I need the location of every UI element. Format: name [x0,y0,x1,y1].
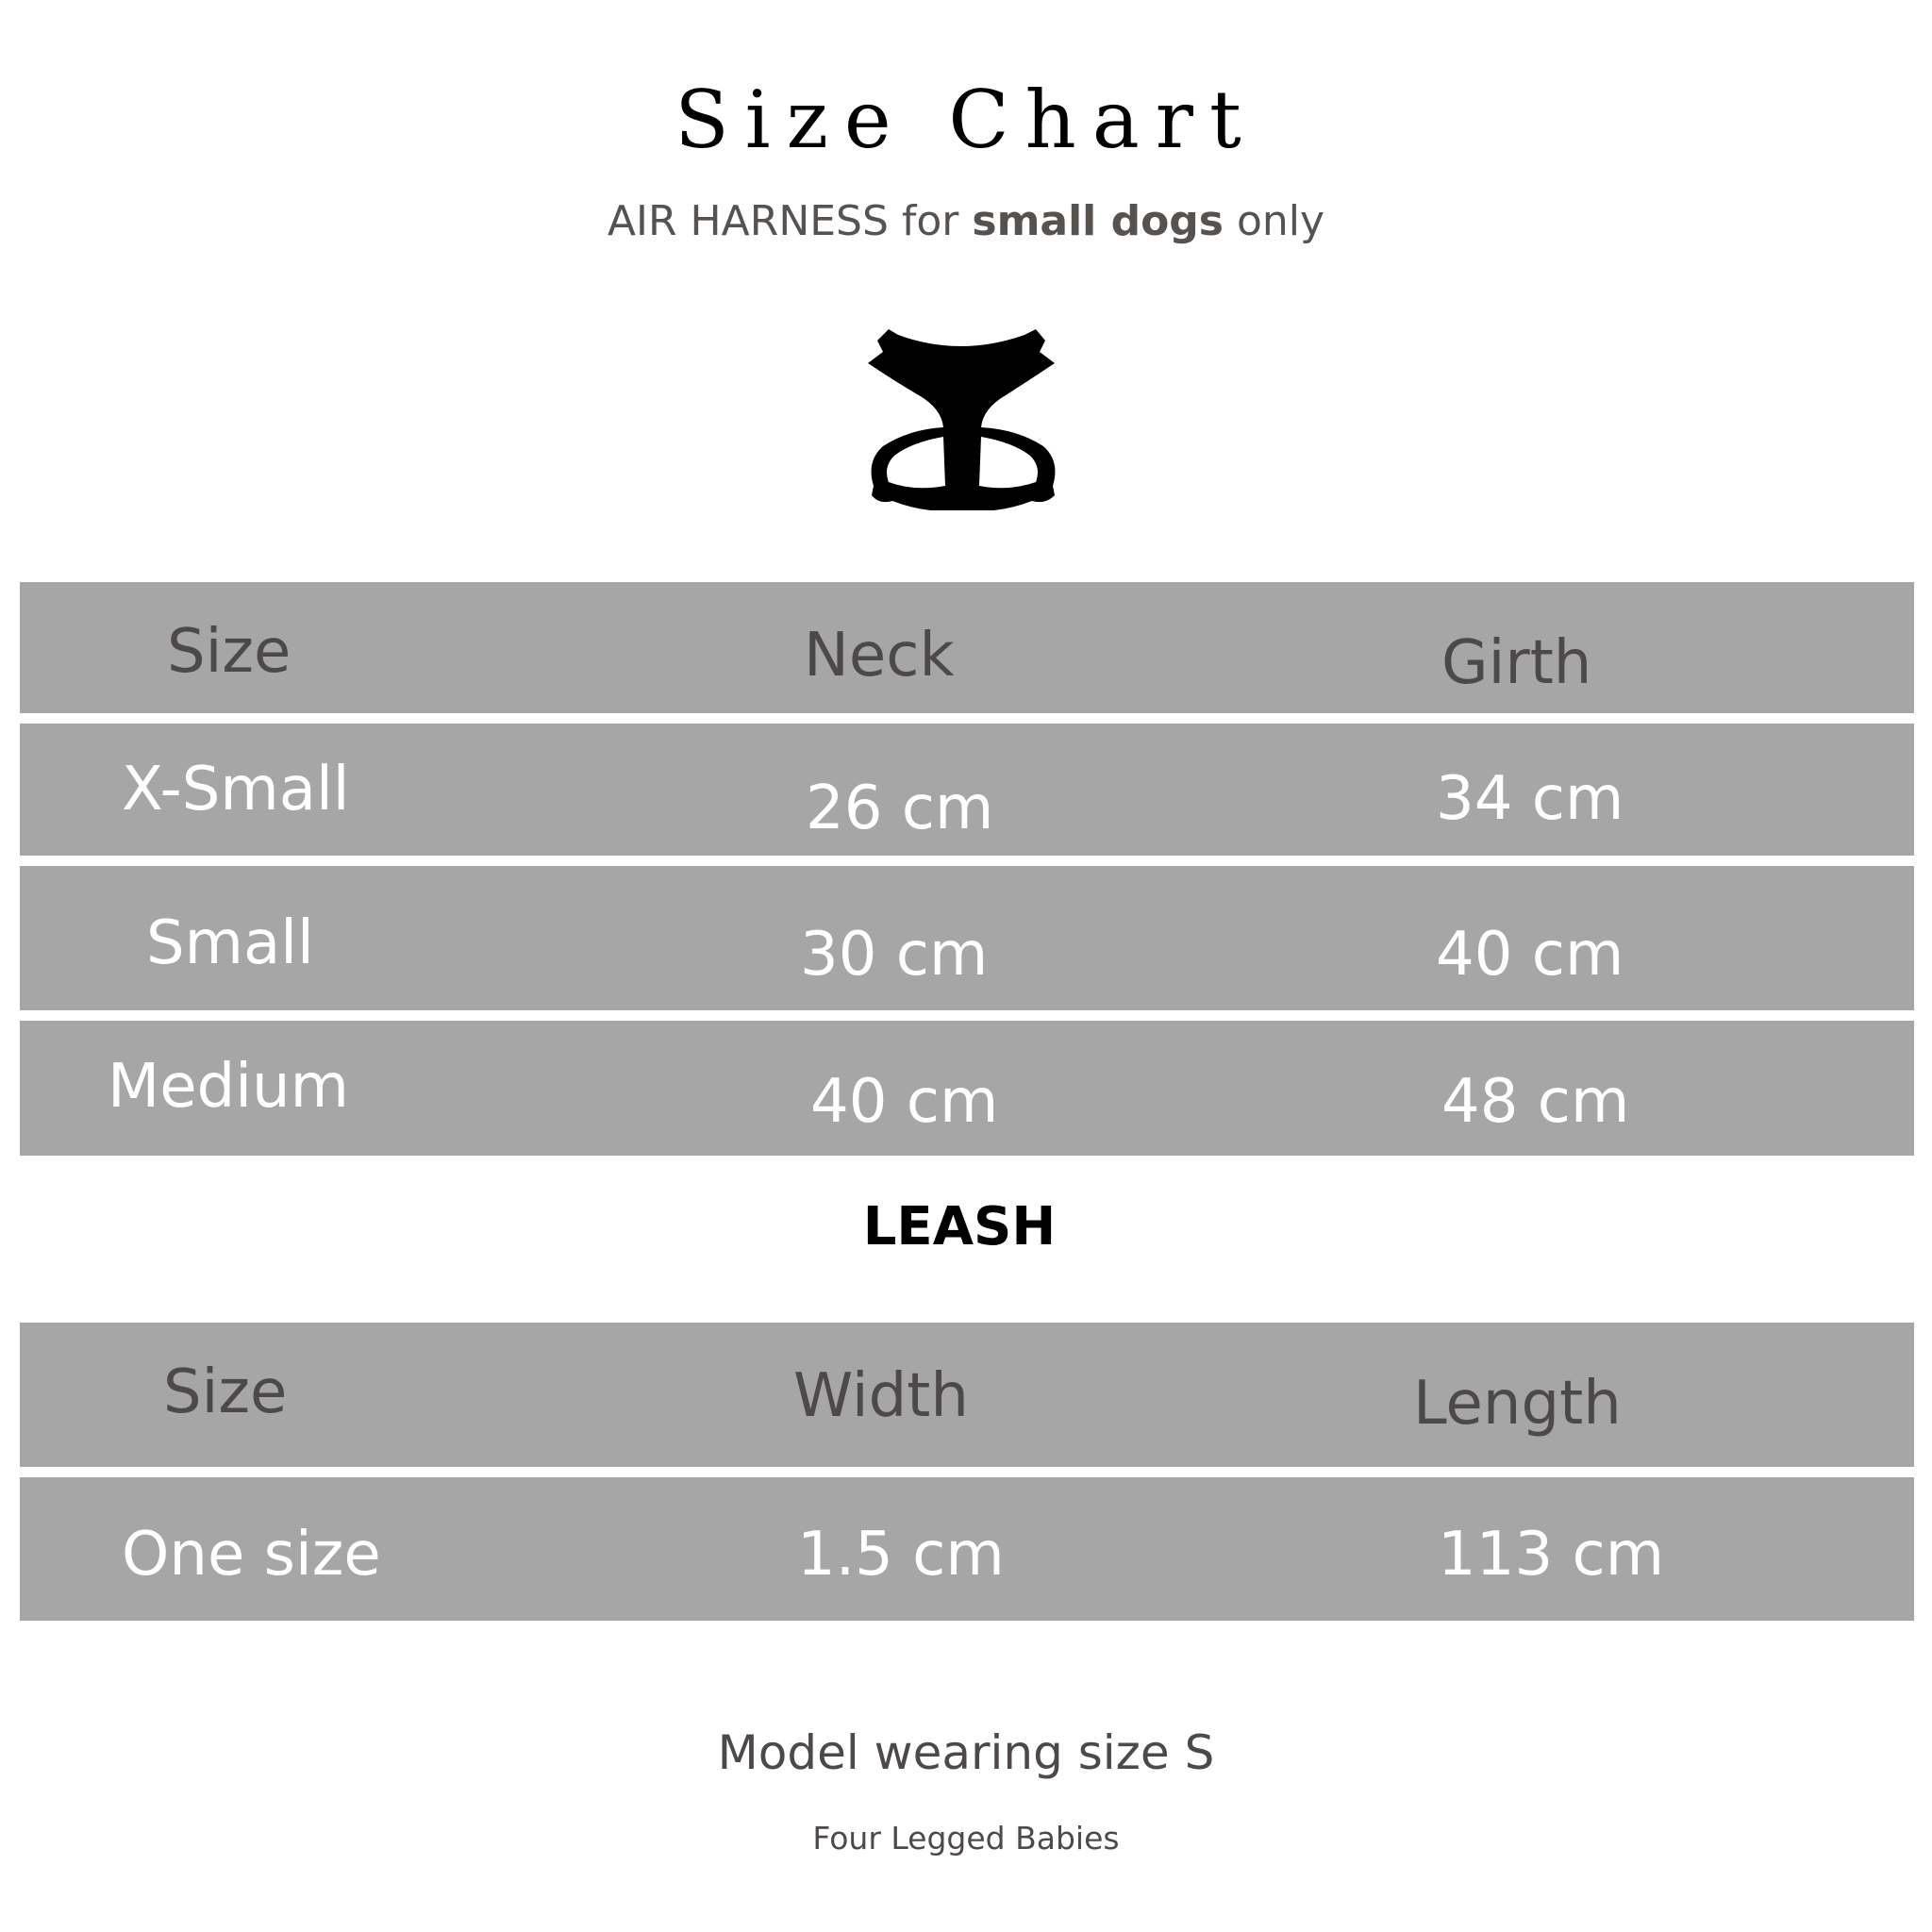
row-width: 1.5 cm [797,1520,1005,1590]
row-girth: 40 cm [1436,920,1624,990]
row-neck: 40 cm [810,1067,999,1137]
model-size-note: Model wearing size S [717,1725,1215,1780]
row-neck: 30 cm [800,920,989,990]
brand-name: Four Legged Babies [812,1820,1120,1857]
leash-header-row [20,1323,1914,1467]
header-length: Length [1413,1369,1622,1439]
row-neck: 26 cm [806,774,994,843]
subtitle-suffix: only [1224,197,1325,245]
row-size: X-Small [122,755,350,824]
header-size: Size [167,617,291,687]
dog-harness-icon [866,325,1057,510]
table-row [20,866,1914,1010]
leash-section-title: LEASH [862,1196,1057,1257]
header-width: Width [793,1361,969,1431]
table-row [20,1477,1914,1621]
table-row [20,1021,1914,1156]
subtitle-prefix: AIR HARNESS for [607,197,973,245]
row-girth: 34 cm [1436,764,1624,834]
table-row [20,724,1914,856]
row-length: 113 cm [1438,1520,1665,1590]
row-girth: 48 cm [1441,1067,1630,1137]
harness-header-row [20,582,1914,713]
header-size: Size [163,1357,288,1427]
row-size: One size [122,1520,381,1590]
subtitle-emphasis: small dogs [972,197,1224,245]
page-title: Size Chart [675,74,1257,166]
row-size: Small [146,908,314,978]
row-size: Medium [108,1052,349,1122]
page-subtitle [0,193,1932,250]
header-girth: Girth [1441,628,1592,698]
header-neck: Neck [804,621,955,691]
